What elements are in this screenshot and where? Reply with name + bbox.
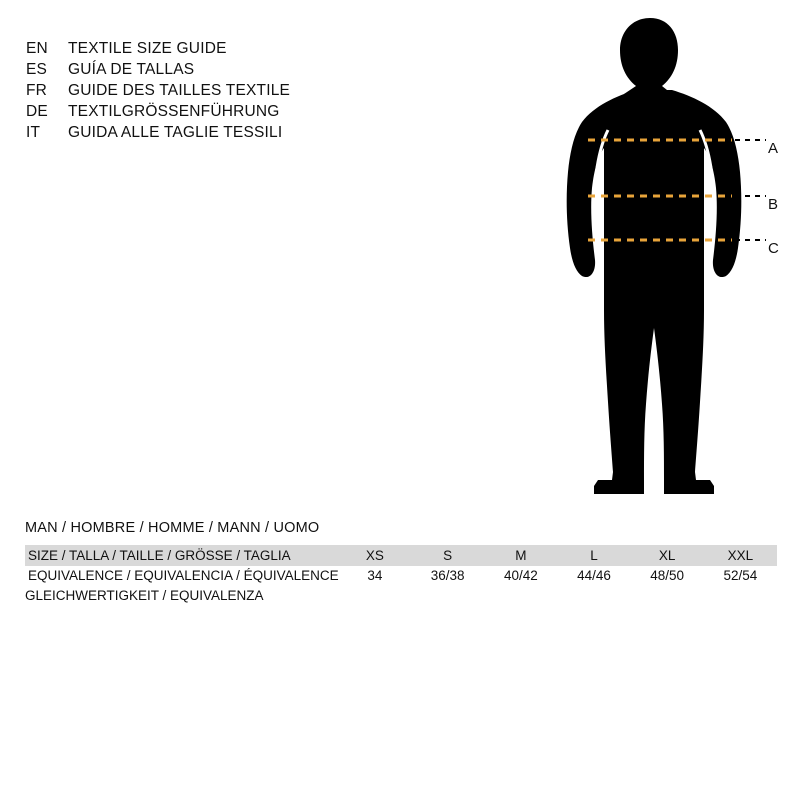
equivalence-l: 44/46 [577, 568, 611, 583]
title-text-es: GUÍA DE TALLAS [68, 61, 195, 78]
body-measurement-figure [520, 10, 790, 510]
title-row-es [26, 59, 446, 80]
equivalence-xxl: 52/54 [723, 568, 758, 583]
title-text-en: TEXTILE SIZE GUIDE [68, 40, 227, 57]
size-header-m: M [484, 545, 557, 566]
marker-label-c: C [768, 240, 779, 257]
title-row-de [26, 101, 446, 122]
language-code-fr: FR [26, 82, 48, 99]
equivalence-m: 40/42 [503, 568, 538, 583]
language-code-en: EN [26, 40, 48, 57]
title-text-de: TEXTILGRÖSSENFÜHRUNG [68, 103, 280, 120]
equivalence-s: 36/38 [430, 568, 465, 583]
table-row [25, 545, 777, 566]
size-header-l: L [557, 545, 630, 566]
equivalence-xs: 34 [367, 568, 383, 583]
title-row-it [26, 122, 446, 143]
language-code-it: IT [26, 124, 41, 141]
table-row [25, 566, 777, 586]
title-text-it: GUIDA ALLE TAGLIE TESSILI [68, 124, 283, 141]
title-row-fr [26, 80, 446, 101]
equivalence-xl: 48/50 [650, 568, 685, 583]
language-code-de: DE [26, 103, 48, 120]
table-row [25, 586, 777, 606]
size-header-label: SIZE / TALLA / TAILLE / GRÖSSE / TAGLIA [25, 545, 339, 566]
title-row-en [26, 38, 446, 59]
marker-label-a: A [768, 140, 779, 157]
size-header-s: S [411, 545, 484, 566]
male-silhouette-icon [520, 10, 790, 510]
table-caption: MAN / HOMBRE / HOMME / MANN / UOMO [25, 520, 320, 536]
size-table-block [25, 520, 777, 606]
equivalence-row-label: EQUIVALENCE / EQUIVALENCIA / ÉQUIVALENCE [28, 568, 339, 583]
size-table [25, 545, 777, 606]
title-text-fr: GUIDE DES TAILLES TEXTILE [68, 82, 291, 99]
marker-label-b: B [768, 196, 779, 213]
language-code-es: ES [26, 61, 48, 78]
size-header-xxl: XXL [704, 545, 777, 566]
language-title-list [26, 38, 446, 143]
size-header-xs: XS [339, 545, 411, 566]
size-header-xl: XL [631, 545, 704, 566]
equivalence-row-label-second-line: GLEICHWERTIGKEIT / EQUIVALENZA [25, 588, 264, 603]
